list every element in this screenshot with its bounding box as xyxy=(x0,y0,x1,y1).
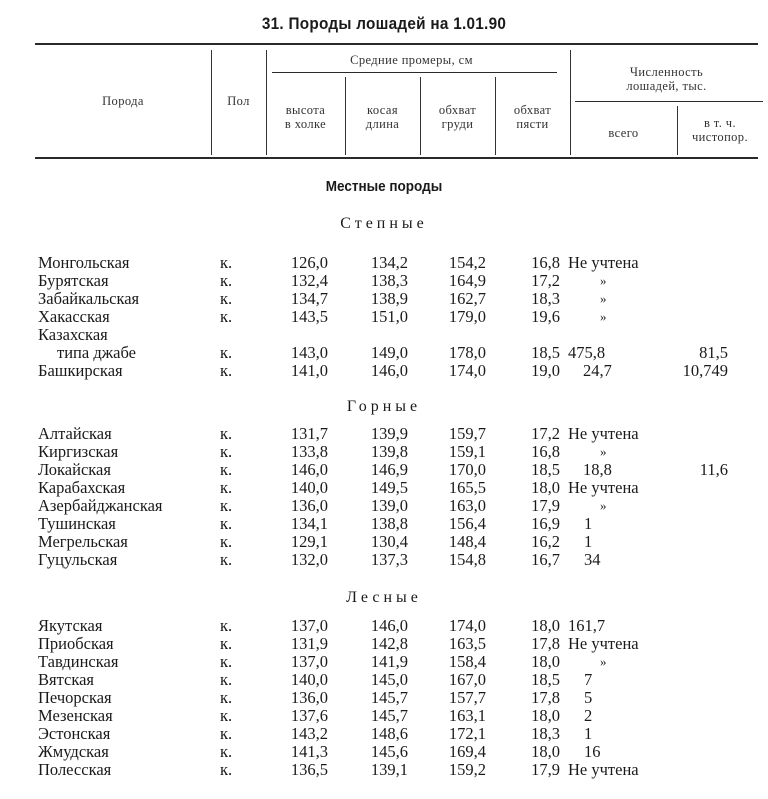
total-cell: 18,8 xyxy=(583,460,612,479)
table-row xyxy=(0,362,768,380)
cannon-cell: 17,8 xyxy=(531,688,560,707)
chest-cell: 170,0 xyxy=(448,460,486,479)
breed-cell: Бурятская xyxy=(38,271,109,290)
cannon-cell: 19,0 xyxy=(531,361,560,380)
height-cell: 143,0 xyxy=(290,343,328,362)
length-cell: 148,6 xyxy=(370,724,408,743)
pure-cell: 11,6 xyxy=(699,460,728,479)
total-cell: 16 xyxy=(584,742,601,761)
length-cell: 149,0 xyxy=(370,343,408,362)
sex-cell: к. xyxy=(220,307,233,326)
table-row xyxy=(0,725,768,743)
chest-cell: 159,1 xyxy=(448,442,486,461)
length-cell: 138,9 xyxy=(370,289,408,308)
chest-cell: 169,4 xyxy=(448,742,486,761)
height-cell: 134,1 xyxy=(290,514,328,533)
length-cell: 139,8 xyxy=(370,442,408,461)
height-cell: 143,5 xyxy=(290,307,328,326)
total-cell: » xyxy=(600,498,607,513)
table-row-label xyxy=(0,326,768,344)
height-cell: 132,0 xyxy=(290,550,328,569)
header-measures-group: Средние промеры, см xyxy=(350,53,473,67)
sex-cell: к. xyxy=(220,724,233,743)
cannon-cell: 18,5 xyxy=(531,460,560,479)
table-title: 31. Породы лошадей на 1.01.90 xyxy=(261,14,507,33)
length-cell: 146,9 xyxy=(370,460,408,479)
breed-cell: Карабахская xyxy=(38,478,126,497)
height-cell: 136,0 xyxy=(290,496,328,515)
length-cell: 145,7 xyxy=(370,706,408,725)
height-cell: 134,7 xyxy=(290,289,328,308)
cannon-cell: 16,7 xyxy=(531,550,560,569)
height-cell: 136,0 xyxy=(290,688,328,707)
cannon-cell: 16,2 xyxy=(531,532,560,551)
height-cell: 136,5 xyxy=(290,760,328,779)
length-cell: 145,0 xyxy=(370,670,408,689)
total-cell: 1 xyxy=(584,514,593,533)
cannon-cell: 17,8 xyxy=(531,634,560,653)
table-row xyxy=(0,497,768,515)
header-height: высота в холке xyxy=(284,103,327,131)
height-cell: 126,0 xyxy=(290,253,328,272)
table-row xyxy=(0,443,768,461)
height-cell: 141,0 xyxy=(290,361,328,380)
table-row xyxy=(0,551,768,569)
chest-cell: 163,0 xyxy=(448,496,486,515)
height-cell: 133,8 xyxy=(290,442,328,461)
length-cell: 137,3 xyxy=(370,550,408,569)
chest-cell: 156,4 xyxy=(448,514,486,533)
sex-cell: к. xyxy=(220,616,233,635)
total-cell: 161,7 xyxy=(568,616,606,635)
sex-cell: к. xyxy=(220,652,233,671)
chest-cell: 179,0 xyxy=(448,307,486,326)
chest-cell: 178,0 xyxy=(448,343,486,362)
header-pure: в т. ч. чистопор. xyxy=(692,116,748,144)
breed-cell: Жмудская xyxy=(38,742,109,761)
length-cell: 139,1 xyxy=(370,760,408,779)
breed-cell: Монгольская xyxy=(38,253,130,272)
height-cell: 146,0 xyxy=(290,460,328,479)
cannon-cell: 18,0 xyxy=(531,652,560,671)
table-row xyxy=(0,635,768,653)
header-top-rule xyxy=(35,43,758,45)
table-row xyxy=(0,479,768,497)
sex-cell: к. xyxy=(220,460,233,479)
cannon-cell: 18,5 xyxy=(531,670,560,689)
cannon-cell: 18,0 xyxy=(531,478,560,497)
cannon-cell: 18,0 xyxy=(531,742,560,761)
table-row xyxy=(0,653,768,671)
total-cell: » xyxy=(600,309,607,324)
chest-cell: 163,1 xyxy=(448,706,486,725)
chest-cell: 163,5 xyxy=(448,634,486,653)
table-row xyxy=(0,254,768,272)
header-bottom-rule xyxy=(35,157,758,159)
chest-cell: 159,2 xyxy=(448,760,486,779)
sex-cell: к. xyxy=(220,742,233,761)
sex-cell: к. xyxy=(220,478,233,497)
length-cell: 145,6 xyxy=(370,742,408,761)
chest-cell: 164,9 xyxy=(448,271,486,290)
breed-cell: Приобская xyxy=(38,634,114,653)
breed-cell: Тавдинская xyxy=(38,652,119,671)
cannon-cell: 18,3 xyxy=(531,724,560,743)
height-cell: 129,1 xyxy=(290,532,328,551)
total-cell: Не учтена xyxy=(568,424,639,443)
breed-cell: Мегрельская xyxy=(38,532,128,551)
cannon-cell: 16,8 xyxy=(531,442,560,461)
total-cell: » xyxy=(600,654,607,669)
length-cell: 134,2 xyxy=(370,253,408,272)
table-row xyxy=(0,761,768,779)
table-row xyxy=(0,707,768,725)
table-row xyxy=(0,533,768,551)
cannon-cell: 18,0 xyxy=(531,616,560,635)
chest-cell: 154,2 xyxy=(448,253,486,272)
total-cell: 24,7 xyxy=(583,361,612,380)
cannon-cell: 18,5 xyxy=(531,343,560,362)
length-cell: 142,8 xyxy=(370,634,408,653)
sex-cell: к. xyxy=(220,760,233,779)
total-cell: 5 xyxy=(584,688,593,707)
total-cell: 475,8 xyxy=(568,343,606,362)
cannon-cell: 18,3 xyxy=(531,289,560,308)
cannon-cell: 18,0 xyxy=(531,706,560,725)
chest-cell: 174,0 xyxy=(448,616,486,635)
height-cell: 132,4 xyxy=(290,271,328,290)
sex-cell: к. xyxy=(220,514,233,533)
total-cell: » xyxy=(600,273,607,288)
table-row xyxy=(0,290,768,308)
section-title: Местные породы xyxy=(325,178,443,195)
total-cell: 1 xyxy=(584,532,593,551)
sex-cell: к. xyxy=(220,532,233,551)
sex-cell: к. xyxy=(220,496,233,515)
chest-cell: 162,7 xyxy=(448,289,486,308)
breed-cell: Полесская xyxy=(38,760,112,779)
height-cell: 137,0 xyxy=(290,616,328,635)
breed-cell: Печорская xyxy=(38,688,112,707)
total-cell: Не учтена xyxy=(568,760,639,779)
breed-cell: Забайкальская xyxy=(38,289,140,308)
breed-cell: Вятская xyxy=(38,670,95,689)
table-row xyxy=(0,461,768,479)
cannon-cell: 17,9 xyxy=(531,760,560,779)
table-row xyxy=(0,272,768,290)
header-chest: обхват груди xyxy=(438,103,477,131)
height-cell: 140,0 xyxy=(290,478,328,497)
chest-cell: 159,7 xyxy=(448,424,486,443)
length-cell: 141,9 xyxy=(370,652,408,671)
header-cannon: обхват пясти xyxy=(513,103,552,131)
total-cell: 1 xyxy=(584,724,593,743)
measures-group-rule xyxy=(272,72,557,73)
breed-cell: Якутская xyxy=(38,616,103,635)
breed-cell: Азербайджанская xyxy=(38,496,163,515)
length-cell: 138,3 xyxy=(370,271,408,290)
length-cell: 146,0 xyxy=(370,616,408,635)
chest-cell: 174,0 xyxy=(448,361,486,380)
total-cell: Не учтена xyxy=(568,634,639,653)
breed-cell: Киргизская xyxy=(38,442,119,461)
chest-cell: 148,4 xyxy=(448,532,486,551)
height-cell: 131,7 xyxy=(290,424,328,443)
table-row xyxy=(0,425,768,443)
total-cell: 7 xyxy=(584,670,593,689)
group-title: Степные xyxy=(340,215,428,232)
sex-cell: к. xyxy=(220,253,233,272)
table-row xyxy=(0,689,768,707)
sex-cell: к. xyxy=(220,706,233,725)
header-breed: Порода xyxy=(102,94,144,108)
sex-cell: к. xyxy=(220,361,233,380)
length-cell: 139,0 xyxy=(370,496,408,515)
table-row xyxy=(0,308,768,326)
breed-cell: Хакасская xyxy=(38,307,110,326)
breed-cell: Эстонская xyxy=(38,724,111,743)
header-count-group: Численность лошадей, тыс. xyxy=(626,65,707,93)
table-row xyxy=(0,617,768,635)
table-row xyxy=(0,743,768,761)
length-cell: 146,0 xyxy=(370,361,408,380)
chest-cell: 157,7 xyxy=(448,688,486,707)
sex-cell: к. xyxy=(220,271,233,290)
length-cell: 145,7 xyxy=(370,688,408,707)
sex-cell: к. xyxy=(220,550,233,569)
height-cell: 143,2 xyxy=(290,724,328,743)
sex-cell: к. xyxy=(220,688,233,707)
length-cell: 138,8 xyxy=(370,514,408,533)
cannon-cell: 16,9 xyxy=(531,514,560,533)
breed-cell: Мезенская xyxy=(38,706,113,725)
height-cell: 137,6 xyxy=(290,706,328,725)
cannon-cell: 19,6 xyxy=(531,307,560,326)
cannon-cell: 17,2 xyxy=(531,424,560,443)
sex-cell: к. xyxy=(220,670,233,689)
total-cell: » xyxy=(600,291,607,306)
total-cell: 34 xyxy=(584,550,601,569)
total-cell: Не учтена xyxy=(568,253,639,272)
sex-cell: к. xyxy=(220,424,233,443)
total-cell: Не учтена xyxy=(568,478,639,497)
breed-cell: Тушинская xyxy=(38,514,116,533)
height-cell: 137,0 xyxy=(290,652,328,671)
header-length: косая длина xyxy=(365,103,400,131)
group-title: Лесные xyxy=(346,589,422,606)
length-cell: 130,4 xyxy=(370,532,408,551)
breed-cell: Гуцульская xyxy=(38,550,118,569)
chest-cell: 158,4 xyxy=(448,652,486,671)
sex-cell: к. xyxy=(220,442,233,461)
chest-cell: 172,1 xyxy=(448,724,486,743)
length-cell: 139,9 xyxy=(370,424,408,443)
header-sex: Пол xyxy=(227,94,250,108)
length-cell: 149,5 xyxy=(370,478,408,497)
breed-cell: Алтайская xyxy=(38,424,112,443)
pure-cell: 10,749 xyxy=(682,361,728,380)
total-cell: 2 xyxy=(584,706,593,725)
pure-cell: 81,5 xyxy=(699,343,728,362)
cannon-cell: 17,9 xyxy=(531,496,560,515)
breed-cell: Локайская xyxy=(38,460,111,479)
sex-cell: к. xyxy=(220,343,233,362)
breed-cell: типа джабе xyxy=(57,343,136,362)
table-row xyxy=(0,344,768,362)
cannon-cell: 16,8 xyxy=(531,253,560,272)
chest-cell: 165,5 xyxy=(448,478,486,497)
total-cell: » xyxy=(600,444,607,459)
sex-cell: к. xyxy=(220,289,233,308)
height-cell: 141,3 xyxy=(290,742,328,761)
height-cell: 131,9 xyxy=(290,634,328,653)
table-row xyxy=(0,515,768,533)
height-cell: 140,0 xyxy=(290,670,328,689)
chest-cell: 167,0 xyxy=(448,670,486,689)
table-row xyxy=(0,671,768,689)
breed-cell: Казахская xyxy=(38,325,108,344)
group-title: Горные xyxy=(346,398,422,415)
cannon-cell: 17,2 xyxy=(531,271,560,290)
length-cell: 151,0 xyxy=(370,307,408,326)
count-group-rule xyxy=(575,101,763,102)
header-total: всего xyxy=(608,126,639,140)
breed-cell: Башкирская xyxy=(38,361,123,380)
chest-cell: 154,8 xyxy=(448,550,486,569)
sex-cell: к. xyxy=(220,634,233,653)
